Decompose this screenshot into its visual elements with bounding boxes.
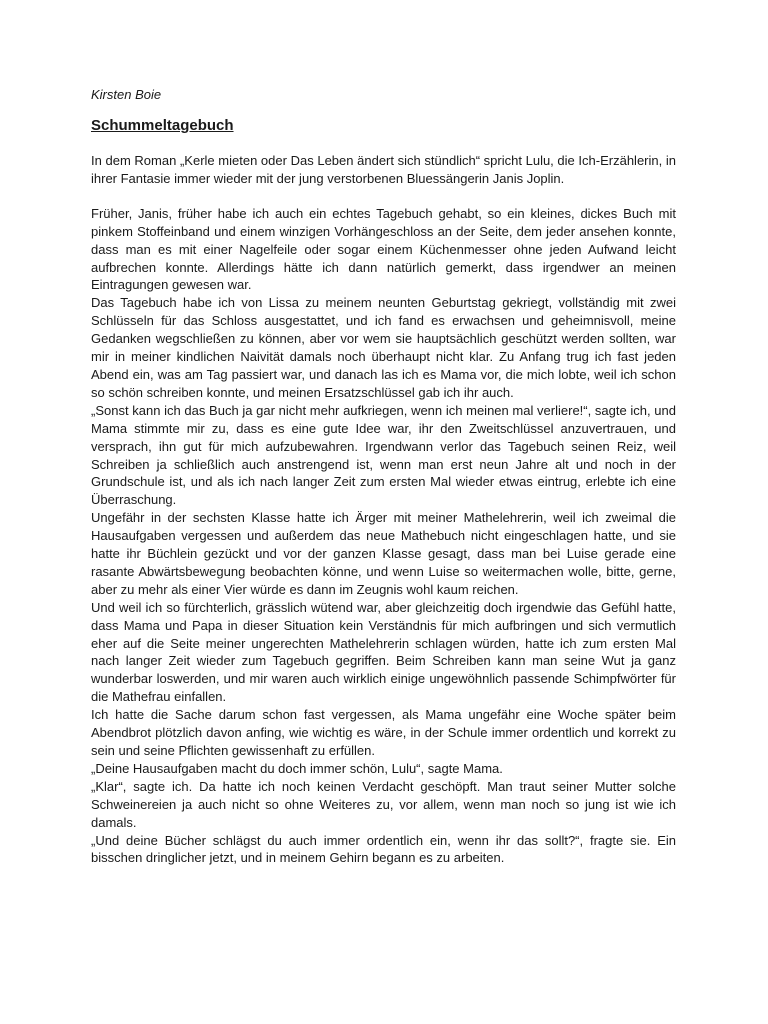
document-title: Schummeltagebuch — [91, 117, 234, 134]
body-paragraph-9: „Und deine Bücher schlägst du auch immer ordentlich ein, wenn ihr das sollt?“, fragte sie. Ein bisschen dringlicher jetzt, und in meinem Gehirn begann es zu arbeiten. — [91, 832, 676, 866]
author-name: Kirsten Boie — [91, 87, 162, 102]
body-paragraph-1: Früher, Janis, früher habe ich auch ein echtes Tagebuch gehabt, so ein kleines, dickes Buch mit pinkem Stoffeinband und einem winzigen Vorhängeschloss an der Seite, dem jeder ansehen konnte, dass man es mit einer Nagelfeile oder sogar einem Küchenmesser ohne jeden Aufwand leicht aufbrechen konnte. Allerdings hätte ich dann natürlich gemerkt, dass irgendwer an meinen Eintragungen gewesen war. — [91, 205, 676, 293]
body-paragraph-4: Ungefähr in der sechsten Klasse hatte ich Ärger mit meiner Mathelehrerin, weil ich zweimal die Hausaufgaben vergessen und außerdem das neue Mathebuch nicht eingeschlagen hatte, und sie hatte ihr Büchlein gezückt und vor der ganzen Klasse gesagt, dass man bei Luise gerade eine rasante Abwärtsbewegung beobachten könne, und wenn Luise so weitermachen wolle, bitte, gerne, aber zu mehr als einer Vier würde es dann im Zeugnis wohl kaum reichen. — [91, 510, 676, 597]
body-paragraph-7: „Deine Hausaufgaben macht du doch immer schön, Lulu“, sagte Mama. — [91, 760, 503, 776]
body-paragraph-3: „Sonst kann ich das Buch ja gar nicht mehr aufkriegen, wenn ich meinen mal verliere!“, sagte ich, und Mama stimmte mir zu, dass es eine gute Idee war, ihr den Zweitschlüssel anzuvertrauen, und versprach, ihn gut für mich aufzubewahren. Irgendwann verlor das Tagebuch seinen Reiz, weil Schreiben ja schließlich auch anstrengend ist, wenn man erst neun Jahre alt und noch in der Grundschule ist, und als ich nach langer Zeit zum ersten Mal wieder etwas eintrug, erlebte ich eine Überraschung. — [91, 402, 676, 508]
intro-paragraph: In dem Roman „Kerle mieten oder Das Leben ändert sich stündlich“ spricht Lulu, die Ich-Erzählerin, in ihrer Fantasie immer wieder mit der jung verstorbenen Bluessängerin Janis Joplin. — [91, 153, 676, 186]
body-paragraph-8: „Klar“, sagte ich. Da hatte ich noch keinen Verdacht geschöpft. Man traut seiner Mutter solche Schweinereien ja auch nicht so ohne Weiteres zu, vor allem, wenn man noch so jung ist wie ich damals. — [91, 778, 676, 830]
document-page — [91, 86, 676, 867]
body-paragraph-2: Das Tagebuch habe ich von Lissa zu meinem neunten Geburtstag gekriegt, vollständig mit zwei Schlüsseln für das Schloss ausgestattet, und ich fand es erwachsen und geheimnisvoll, meine Gedanken wegschließen zu können, aber vor wem sie hauptsächlich geschützt werden sollten, war mir in meiner kindlichen Naivität damals noch überhaupt nicht klar. Zu Anfang trug ich fast jeden Abend ein, was am Tag passiert war, und danach las ich es Mama vor, die mich lobte, weil ich schon so schön schreiben konnte, und meinen Ersatzschlüssel gab ich ihr auch. — [91, 295, 676, 400]
body-paragraph-5: Und weil ich so fürchterlich, grässlich wütend war, aber gleichzeitig doch irgendwie das Gefühl hatte, dass Mama und Papa in dieser Situation kein Verständnis für mich aufbringen und sich vermutlich eher auf die Seite meiner ungerechten Mathelehrerin schlagen würden, hatte ich zum ersten Mal nach langer Zeit wieder zum Tagebuch gegriffen. Beim Schreiben kann man seine Wut ja ganz wunderbar loswerden, und mir waren auch wirklich einige ungewöhnlich passende Schimpfwörter für die Mathefrau einfallen. — [91, 599, 676, 705]
body-paragraph-6: Ich hatte die Sache darum schon fast vergessen, als Mama ungefähr eine Woche später beim Abendbrot plötzlich davon anfing, wie wichtig es wäre, in der Schule immer ordentlich und korrekt zu sein und seine Pflichten gewissenhaft zu erfüllen. — [91, 707, 676, 758]
